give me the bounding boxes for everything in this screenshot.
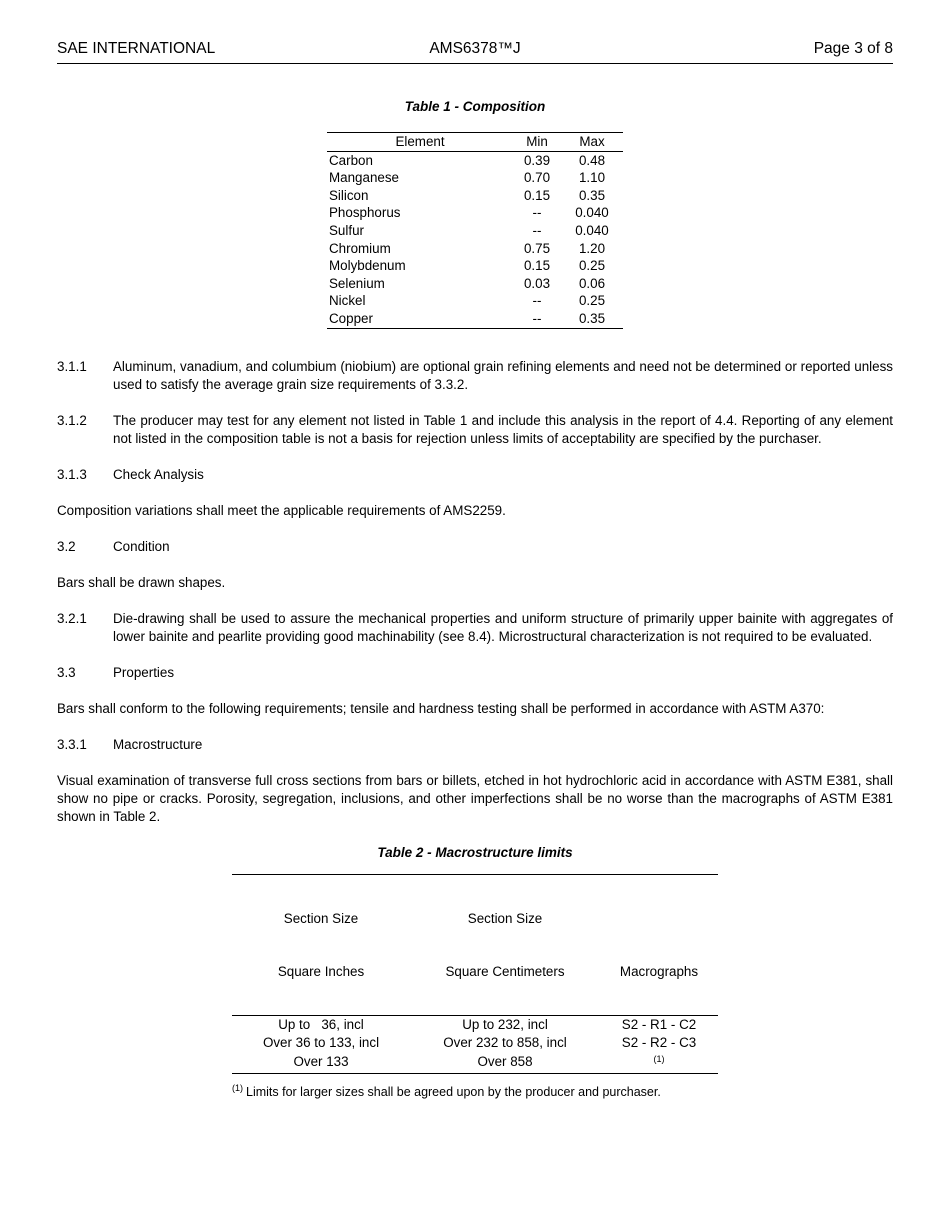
section-text: Die-drawing shall be used to assure the mechanical properties and uniform structure of primarily upper bainite with aggregates of lower bainite and pearlite providing good machinability (see 8.4). Microstructural characterization is not required to be evaluated. — [113, 610, 893, 644]
doc-header — [57, 40, 893, 64]
header-line: Section Size — [283, 910, 359, 926]
column-header-element: Element — [395, 134, 445, 149]
table-row — [327, 310, 623, 328]
min-cell: 0.15 — [523, 187, 551, 203]
footnote-reference: (1) — [653, 1054, 665, 1065]
max-cell: 0.040 — [575, 205, 609, 221]
table2-footnote — [232, 1080, 718, 1100]
table-row — [327, 204, 623, 222]
section-3-2 — [57, 538, 893, 556]
table-row — [327, 240, 623, 258]
min-cell: -- — [532, 293, 542, 309]
section-heading: Condition — [113, 538, 170, 554]
max-cell: 0.040 — [575, 222, 609, 238]
max-cell: 1.20 — [578, 240, 606, 256]
column-header-square-inches — [232, 874, 410, 1016]
section-heading: Check Analysis — [113, 466, 204, 482]
table-row — [232, 1034, 718, 1052]
page-number: Page 3 of 8 — [813, 40, 894, 57]
macrographs-cell: S2 - R2 - C3 — [621, 1034, 697, 1050]
table-row — [327, 187, 623, 205]
section-number: 3.3.1 — [57, 736, 87, 752]
min-cell: -- — [532, 205, 542, 221]
section-3-1-3 — [57, 466, 893, 484]
min-cell: 0.39 — [523, 152, 551, 168]
section-number: 3.1.1 — [57, 358, 87, 374]
section-3-1-1 — [57, 358, 893, 394]
document-number: AMS6378™J — [429, 40, 521, 57]
section-number: 3.2 — [57, 538, 76, 554]
min-cell: 0.03 — [523, 275, 551, 291]
header-line: Square Centimeters — [445, 963, 565, 979]
section-number: 3.3 — [57, 664, 76, 680]
element-cell: Phosphorus — [329, 205, 401, 221]
section-number: 3.1.3 — [57, 466, 87, 482]
macrographs-cell — [600, 1051, 718, 1073]
paragraph-check-analysis: Composition variations shall meet the applicable requirements of AMS2259. — [57, 502, 506, 518]
section-text: The producer may test for any element not listed in Table 1 and include this analysis in the report of 4.4. Reporting of any element not listed in the composition table is not a basis for rejection unless limits of acceptability are specified by the purchaser. — [113, 412, 893, 446]
element-cell: Silicon — [329, 187, 369, 203]
header-line: Section Size — [467, 910, 543, 926]
composition-table — [327, 132, 623, 329]
max-cell: 0.06 — [578, 275, 606, 291]
element-cell: Carbon — [329, 152, 373, 168]
section-3-1-2 — [57, 412, 893, 448]
inches-cell: Up to 36, incl — [278, 1017, 364, 1033]
section-heading: Properties — [113, 664, 175, 680]
element-cell: Manganese — [329, 170, 399, 186]
max-cell: 0.25 — [578, 258, 606, 274]
max-cell: 0.35 — [578, 310, 606, 326]
min-cell: 0.70 — [523, 170, 551, 186]
element-cell: Sulfur — [329, 222, 364, 238]
max-cell: 1.10 — [578, 170, 606, 186]
min-cell: -- — [532, 222, 542, 238]
table-row — [327, 222, 623, 240]
column-header-min: Min — [526, 134, 548, 149]
element-cell: Chromium — [329, 240, 391, 256]
section-heading: Macrostructure — [113, 736, 203, 752]
section-3-3 — [57, 664, 893, 682]
footnote-text: Limits for larger sizes shall be agreed upon by the producer and purchaser. — [246, 1084, 661, 1099]
table2-container — [232, 874, 718, 1100]
table-row — [327, 151, 623, 169]
inches-cell: Over 133 — [293, 1054, 349, 1070]
element-cell: Selenium — [329, 275, 385, 291]
min-cell: 0.15 — [523, 258, 551, 274]
column-header-square-centimeters — [410, 874, 600, 1016]
max-cell: 0.25 — [578, 293, 606, 309]
inches-cell: Over 36 to 133, incl — [262, 1034, 380, 1050]
element-cell: Copper — [329, 310, 373, 326]
table-row — [232, 1051, 718, 1073]
section-3-3-1 — [57, 736, 893, 754]
max-cell: 0.35 — [578, 187, 606, 203]
table-row — [327, 292, 623, 310]
table2-title: Table 2 - Macrostructure limits — [377, 844, 573, 860]
min-cell: -- — [532, 310, 542, 326]
table-row — [327, 169, 623, 187]
centimeters-cell: Over 232 to 858, incl — [443, 1034, 567, 1050]
table1-title: Table 1 - Composition — [404, 99, 546, 114]
element-cell: Molybdenum — [329, 258, 406, 274]
min-cell: 0.75 — [523, 240, 551, 256]
table-row — [327, 257, 623, 275]
header-line: Square Inches — [277, 963, 365, 979]
section-text: Aluminum, vanadium, and columbium (niobium) are optional grain refining elements and need not be determined or reported unless used to satisfy the average grain size requirements of 3.3.2. — [113, 358, 893, 392]
paragraph-properties: Bars shall conform to the following requirements; tensile and hardness testing shall be performed in accordance with ASTM A370: — [57, 700, 825, 716]
element-cell: Nickel — [329, 293, 366, 309]
centimeters-cell: Over 858 — [477, 1054, 533, 1070]
max-cell: 0.48 — [578, 152, 606, 168]
table-header-row — [327, 133, 623, 152]
table-row — [327, 275, 623, 293]
centimeters-cell: Up to 232, incl — [462, 1017, 548, 1033]
header-line: Macrographs — [619, 963, 699, 979]
macrostructure-limits-table — [232, 874, 718, 1074]
section-number: 3.1.2 — [57, 412, 87, 428]
body-copy — [57, 358, 893, 826]
table-header-row — [232, 874, 718, 1016]
section-number: 3.2.1 — [57, 610, 87, 626]
footnote-marker: (1) — [232, 1082, 243, 1093]
table-row — [232, 1016, 718, 1034]
column-header-max: Max — [579, 134, 605, 149]
macrographs-cell: S2 - R1 - C2 — [621, 1017, 697, 1033]
column-header-macrographs — [600, 874, 718, 1016]
section-3-2-1 — [57, 610, 893, 646]
publisher-name: SAE INTERNATIONAL — [57, 40, 216, 57]
paragraph-macrostructure: Visual examination of transverse full cross sections from bars or billets, etched in hot hydrochloric acid in accordance with ASTM E381, shall show no pipe or cracks. Porosity, segregation, inclusions, and other imperfections shall be no worse than the macrographs of ASTM E381 shown in Table 2. — [57, 772, 893, 824]
paragraph-condition: Bars shall be drawn shapes. — [57, 574, 226, 590]
